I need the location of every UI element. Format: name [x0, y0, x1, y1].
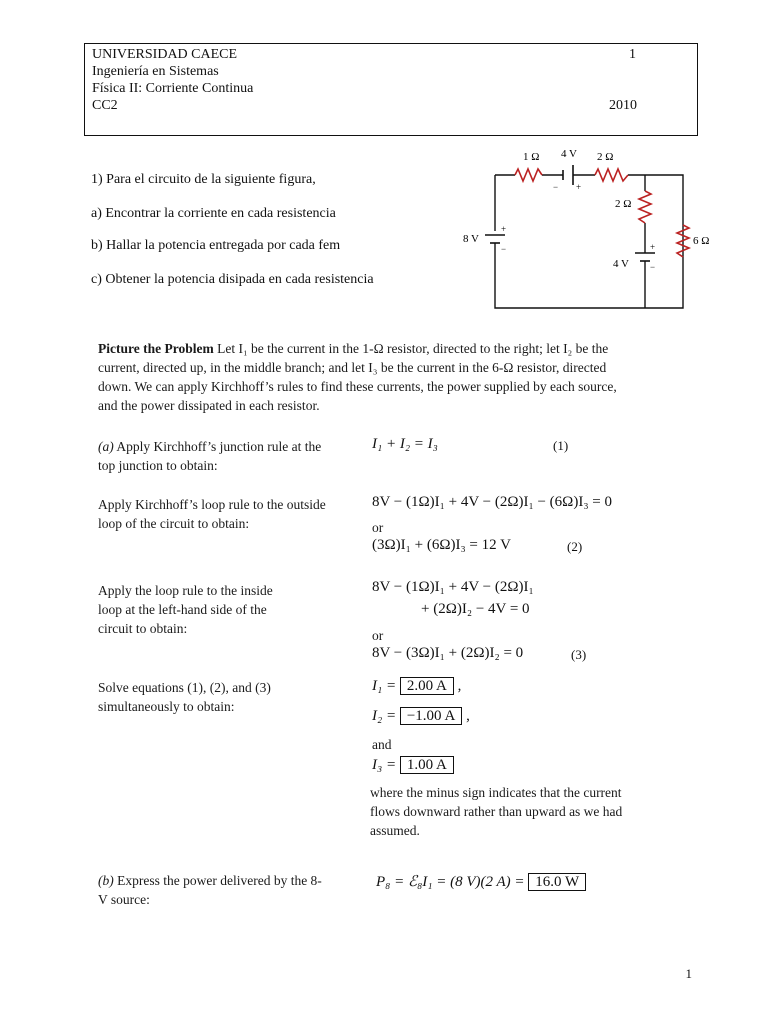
result-i3-value: 1.00 A — [400, 756, 454, 774]
resistor-2ohm-top — [595, 169, 628, 181]
result-i2-lhs: I₂ = — [372, 708, 397, 724]
plus-4v-top: + — [576, 182, 582, 192]
picture-text: Let I₁ be the current in the 1-Ω resistor, directed to the right; let I₂ be the current, directed up, in the middle branch; and let I₃ be the current in the 6-Ω resistor, directed down. We can apply Kirchhoff’s rules to find these currents, the power supplied by each source, and the power dissipated in each resistor. — [98, 341, 617, 413]
result-i2-value: −1.00 A — [400, 707, 462, 725]
part-b-label: (b) — [98, 873, 114, 888]
header-year: 2010 — [609, 98, 637, 113]
question-intro: 1) Para el circuito de la siguiente figura, — [91, 172, 316, 187]
question-c: c) Obtener la potencia disipada en cada resistencia — [91, 272, 374, 287]
outside-loop-text: Apply Kirchhoff’s loop rule to the outside loop of the circuit to obtain: — [98, 497, 326, 531]
equation-inside-loop-line1: 8V − (1Ω)I₁ + 4V − (2Ω)I₁ — [372, 579, 534, 595]
label-6ohm: 6 Ω — [693, 235, 710, 247]
header-box — [84, 43, 698, 136]
power-8v-lhs: P₈ = ℰ₈I₁ = (8 V)(2 A) = — [376, 874, 525, 890]
career-name: Ingeniería en Sistemas — [92, 64, 219, 79]
result-i3-lhs: I₃ = — [372, 757, 397, 773]
resistor-2ohm-middle — [639, 191, 651, 223]
part-b-description: Express the power delivered by the 8-V source: — [98, 873, 322, 907]
power-8v-value: 16.0 W — [528, 873, 586, 891]
result-i1-lhs: I₁ = — [372, 678, 397, 694]
power-8v-equation — [376, 872, 586, 891]
minus-4v-middle: − — [650, 262, 656, 272]
result-i1-value: 2.00 A — [400, 677, 454, 695]
equation-1: I₁ + I₂ = I₃ — [372, 436, 438, 452]
solve-text: Solve equations (1), (2), and (3) simultaneously to obtain: — [98, 680, 271, 714]
minus-4v-top: − — [553, 182, 559, 192]
resistor-1ohm — [515, 169, 542, 181]
result-i3 — [372, 757, 454, 774]
footer-page-number: 1 — [685, 966, 692, 981]
university-name: UNIVERSIDAD CAECE — [92, 47, 238, 62]
circuit-diagram — [455, 143, 725, 323]
result-i1 — [372, 678, 461, 695]
equation-3-number: (3) — [571, 647, 587, 662]
or-label-1: or — [372, 520, 384, 535]
minus-8v: − — [501, 244, 507, 254]
picture-title: Picture the Problem — [98, 341, 214, 356]
label-4v-top: 4 V — [561, 148, 577, 160]
label-2ohm-middle: 2 Ω — [615, 198, 632, 210]
plus-4v-middle: + — [650, 242, 656, 252]
header-page-number: 1 — [629, 47, 636, 62]
equation-2-number: (2) — [567, 539, 583, 554]
course-name: Física II: Corriente Continua — [92, 81, 254, 96]
equation-outside-loop: 8V − (1Ω)I₁ + 4V − (2Ω)I₁ − (6Ω)I₃ = 0 — [372, 494, 613, 510]
part-b-text — [98, 871, 328, 909]
part-a-description: Apply Kirchhoff’s junction rule at the top junction to obtain: — [98, 439, 322, 473]
label-2ohm-top: 2 Ω — [597, 151, 614, 163]
equation-inside-loop-line2: + (2Ω)I₂ − 4V = 0 — [421, 601, 530, 617]
part-a-label: (a) — [98, 439, 114, 454]
question-a: a) Encontrar la corriente en cada resistencia — [91, 206, 336, 221]
and-label: and — [372, 737, 392, 752]
label-8v: 8 V — [463, 233, 479, 245]
or-label-2: or — [372, 628, 384, 643]
course-code: CC2 — [92, 98, 118, 113]
question-b: b) Hallar la potencia entregada por cada fem — [91, 238, 341, 253]
inside-loop-text: Apply the loop rule to the inside loop at the left-hand side of the circuit to obtain: — [98, 583, 273, 636]
label-4v-middle: 4 V — [613, 258, 629, 270]
result-i2-comma: , — [466, 708, 470, 724]
picture-the-problem — [98, 339, 626, 415]
result-i2 — [372, 708, 470, 725]
label-1ohm: 1 Ω — [523, 151, 540, 163]
plus-8v: + — [501, 224, 507, 234]
equation-2: (3Ω)I₁ + (6Ω)I₃ = 12 V — [372, 537, 511, 553]
result-i1-comma: , — [457, 678, 462, 694]
part-a-text — [98, 437, 328, 475]
equation-3: 8V − (3Ω)I₁ + (2Ω)I₂ = 0 — [372, 645, 524, 661]
minus-sign-note: where the minus sign indicates that the current flows downward rather than upward as we had assumed. — [370, 785, 623, 838]
equation-1-number: (1) — [553, 438, 569, 453]
